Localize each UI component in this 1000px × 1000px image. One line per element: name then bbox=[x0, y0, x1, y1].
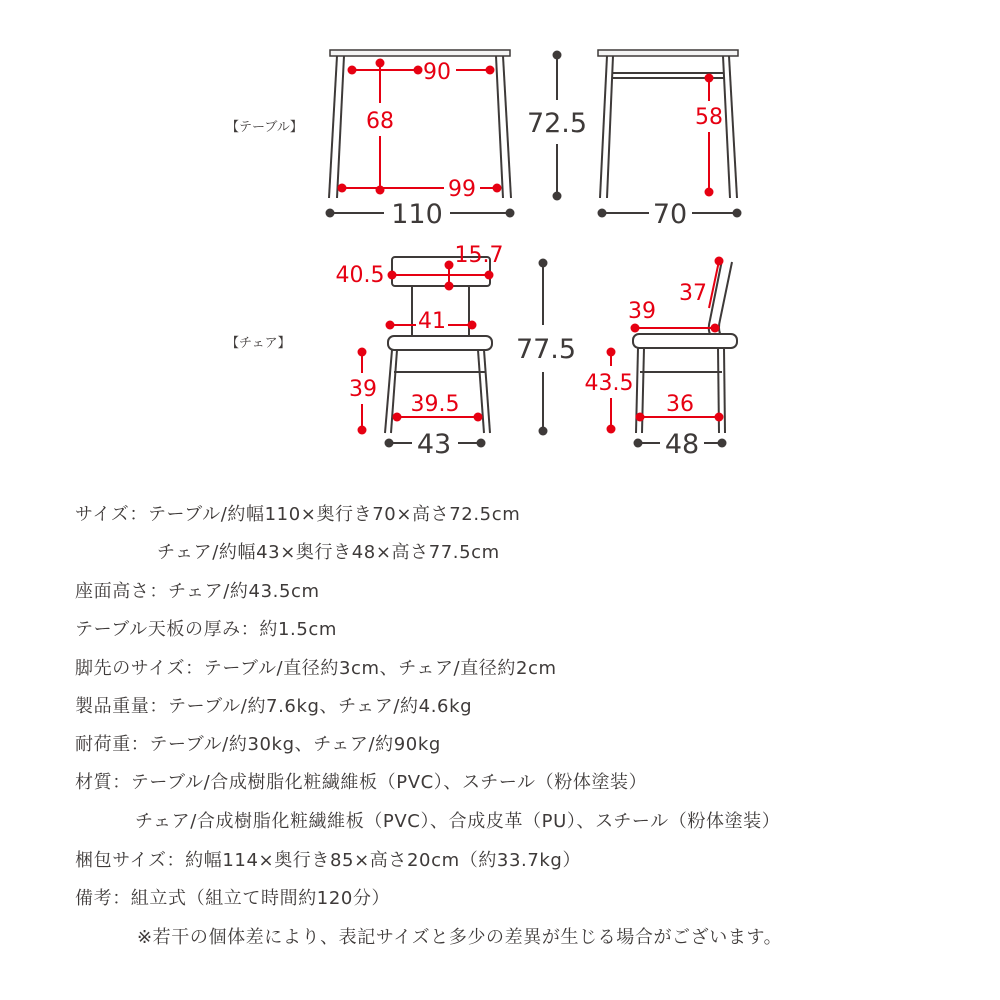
table-top-width-label: 90 bbox=[423, 60, 451, 85]
spec-disclaimer: ※若干の個体差により、表記サイズと多少の差異が生じる場合がございます。 bbox=[137, 927, 783, 948]
chair-height-label: 77.5 bbox=[515, 334, 577, 365]
chair-width-label: 43 bbox=[416, 429, 452, 460]
chair-seat-height-label: 39 bbox=[349, 377, 377, 402]
table-front-view bbox=[329, 50, 511, 198]
spec-load-capacity: 耐荷重：テーブル/約30kg、チェア/約90kg bbox=[75, 734, 441, 755]
spec-notes: 備考：組立式（組立て時間約120分） bbox=[75, 888, 391, 909]
spec-material-table: 材質：テーブル/合成樹脂化粧繊維板（PVC）、スチール（粉体塗装） bbox=[75, 772, 648, 793]
chair-depth-label: 48 bbox=[664, 429, 700, 460]
chair-backrest-width-label: 40.5 bbox=[335, 263, 385, 288]
chair-backrest-length-label: 37 bbox=[679, 281, 707, 306]
spec-weight: 製品重量：テーブル/約7.6kg、チェア/約4.6kg bbox=[75, 696, 473, 717]
spec-package-size: 梱包サイズ：約幅114×奥行き85×高さ20cm（約33.7kg） bbox=[75, 850, 582, 871]
table-inner-height-label: 68 bbox=[366, 109, 394, 134]
table-width-label: 110 bbox=[391, 199, 443, 230]
dimension-diagram bbox=[0, 0, 1000, 470]
spec-size-chair: チェア/約幅43×奥行き48×高さ77.5cm bbox=[157, 542, 500, 563]
chair-side-leg-span-label: 36 bbox=[666, 392, 694, 417]
chair-section-label: 【チェア】 bbox=[226, 336, 291, 351]
spec-foot-size: 脚先のサイズ：テーブル/直径約3cm、チェア/直径約2cm bbox=[75, 658, 557, 679]
chair-seat-height-side-label: 43.5 bbox=[584, 371, 634, 396]
table-section-label: 【テーブル】 bbox=[226, 120, 303, 135]
table-height-label: 72.5 bbox=[526, 108, 588, 139]
table-crossbar-height-label: 58 bbox=[695, 105, 723, 130]
spec-size-table: サイズ：テーブル/約幅110×奥行き70×高さ72.5cm bbox=[75, 504, 521, 525]
chair-backrest-height-label: 15.7 bbox=[454, 243, 504, 268]
chair-leg-span-label: 39.5 bbox=[410, 392, 460, 417]
table-depth-label: 70 bbox=[652, 199, 688, 230]
chair-seat-width-label: 41 bbox=[418, 309, 446, 334]
spec-tabletop-thickness: テーブル天板の厚み：約1.5cm bbox=[75, 619, 338, 640]
chair-seat-depth-label: 39 bbox=[628, 299, 656, 324]
spec-seat-height: 座面高さ：チェア/約43.5cm bbox=[75, 581, 320, 602]
spec-material-chair: チェア/合成樹脂化粧繊維板（PVC）、合成皮革（PU）、スチール（粉体塗装） bbox=[135, 811, 781, 832]
table-bottom-width-label: 99 bbox=[448, 177, 476, 202]
